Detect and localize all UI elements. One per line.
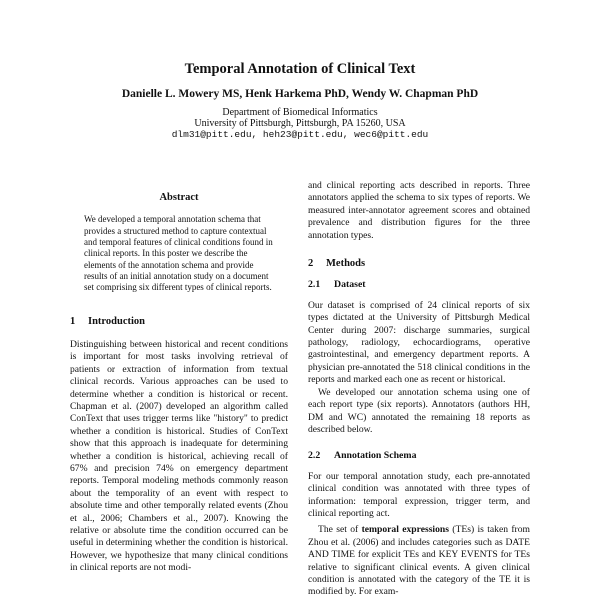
dataset-paragraph-2: We developed our annotation schema using one of each report type (six reports). Annotators (authors HH, DM and WC) annotated the remaining 18 reports as described below. — [308, 386, 530, 435]
dataset-paragraph-1: Our dataset is comprised of 24 clinical reports of six types dictated at the University of Pittsburgh Medical Center during 2007: discharge summaries, surgical pathology, radiology, echocardiograms, operative gastrointestinal, and emergency department reports. A physician pre-annotated the 518 clinical conditions in the reports and marked each one as recent or historical. — [308, 299, 530, 386]
right-column — [308, 180, 530, 599]
subsection-title: Annotation Schema — [334, 450, 417, 462]
section-heading-methods — [308, 258, 530, 270]
temporal-expressions-term: temporal expressions — [361, 524, 449, 536]
paper-title: Temporal Annotation of Clinical Text — [184, 61, 416, 77]
abstract-heading: Abstract — [159, 192, 199, 203]
schema-paragraph-2 — [308, 524, 530, 598]
paper-authors: Danielle L. Mowery MS, Henk Harkema PhD, Wendy W. Chapman PhD — [121, 88, 479, 100]
section-title: Introduction — [88, 316, 145, 328]
introduction-text: Distinguishing between historical and recent conditions is important for most tasks involving retrieval of patients or extraction of information from textual clinical records. Various approaches can be used to determine whether a condition is historical or recent. Chapman et al. (2007) developed an algorithm called ConText that uses trigger terms like "history" to predict whether a condition is historical. Studies of ConText show that this approach is inadequate for determining whether a condition is historical, achieving recall of 67% and precision 74% on emergency department reports. Temporal modeling methods commonly reason about the temporality of an event with respect to absolute time and other temporally related events (Zhou et al., 2006; Chambers et al., 2007). Knowing the relative or absolute time the condition occurred can be useful in determining whether the condition is historical. However, we hypothesize that many clinical conditions in clinical reports are not modi- — [70, 338, 288, 574]
author-emails: dlm31@pitt.edu, heh23@pitt.edu, wec6@pitt.edu — [171, 129, 429, 140]
subsection-title: Dataset — [334, 279, 366, 291]
section-number: 2 — [308, 258, 314, 270]
affiliation-department: Department of Biomedical Informatics — [222, 107, 378, 118]
subsection-heading-annotation-schema — [308, 450, 530, 462]
affiliation-university: University of Pittsburgh, Pittsburgh, PA 15260, USA — [194, 118, 406, 129]
section-heading-introduction — [70, 316, 288, 328]
schema-paragraph-2-start: The set of — [318, 524, 362, 536]
subsection-number: 2.2 — [308, 450, 321, 462]
subsection-number: 2.1 — [308, 279, 321, 291]
abstract-text: We developed a temporal annotation schema that provides a structured method to capture contextual and temporal features of clinical conditions found in clinical reports. In this poster we describe the elements of the annotation schema and provide results of an initial annotation study on a document set comprising six different types of clinical reports. — [84, 214, 273, 293]
left-column — [70, 192, 288, 575]
section-number: 1 — [70, 316, 76, 328]
introduction-continued-text: and clinical reporting acts described in reports. Three annotators applied the schema to six types of reports. We measured inter-annotator agreement scores and obtained prevalence and distribution figures for the three annotation types. — [308, 180, 530, 241]
schema-paragraph-2-rest: (TEs) is taken from Zhou et al. (2006) and includes categories such as DATE AND TIME for explicit TEs and KEY EVENTS for TEs relative to significant clinical events. A given clinical condition is annotated with the category of the TE it is modified by. For exam- — [308, 524, 530, 598]
subsection-heading-dataset — [308, 279, 530, 291]
schema-paragraph-1: For our temporal annotation study, each pre-annotated clinical condition was annotated with three types of information: temporal expression, trigger term, and clinical reporting act. — [308, 470, 530, 519]
section-title: Methods — [326, 258, 366, 270]
